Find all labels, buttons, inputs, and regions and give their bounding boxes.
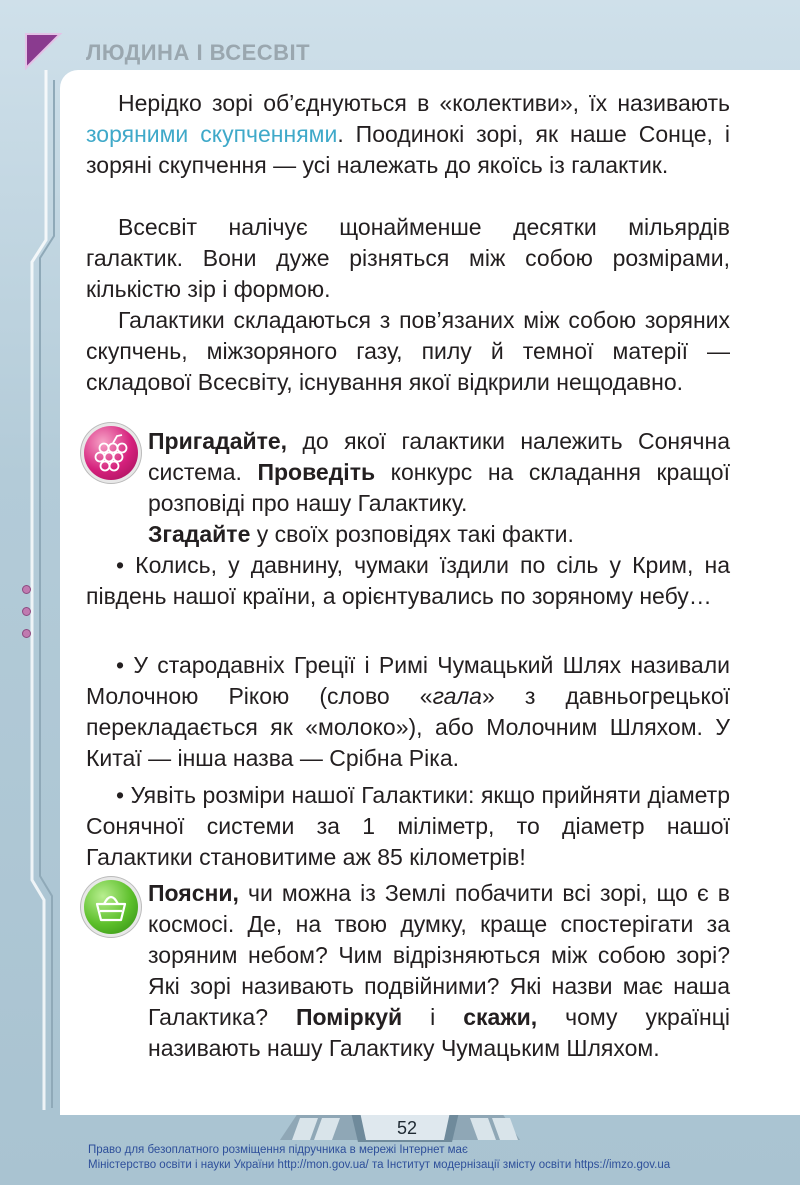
task-explain-block	[148, 878, 730, 1064]
footer-line-2: Міністерство освіти і науки України http://mon.gov.ua/ та Інститут модернізації змісту освіти https://imzo.gov.ua	[88, 1159, 671, 1171]
task2-text1: чи можна із Землі побачити всі зорі, що є в космосі. Де, на твою думку, краще спостерігати за зоряним небом? Чим відрізняються між собою зорі? Які зорі називають подвійними? Які назви має наша Галактика?	[148, 880, 730, 1030]
task2-text3: чому українці називають нашу Галактику Чумацьким Шляхом.	[148, 1004, 730, 1061]
side-dots-decoration	[22, 585, 31, 651]
fact2-text-after: » з давньогрецької перекладається як «молоко»), або Молочним Шляхом. У Китаї — інша назва — Срібна Ріка.	[86, 683, 730, 771]
fact2-italic-word: гала	[432, 683, 482, 709]
task1-text2: конкурс на складання кращої розповіді про нашу Галактику.	[148, 459, 730, 516]
fact-galaxy-size: • Уявіть розміри нашої Галактики: якщо прийняти діаметр Сонячної системи за 1 міліметр, то діаметр нашої Галактики становитиме аж 85 кілометрів!	[86, 782, 730, 870]
fact-chumaks: • Колись, у давнину, чумаки їздили по сіль у Крим, на південь нашої країни, а орієнтувались по зоряному небу…	[86, 552, 730, 609]
paragraph-star-clusters	[86, 88, 730, 181]
task2-text2: і	[402, 1004, 464, 1030]
task2-bold-think: Поміркуй	[296, 1004, 403, 1030]
p1-text-before: Нерідко зорі об’єднуються в «колективи», їх називають	[118, 90, 730, 116]
task1-bold-recall: Згадайте	[148, 521, 251, 547]
task1-bold-remember: Пригадайте,	[148, 428, 288, 454]
task2-bold-say: скажи,	[463, 1004, 538, 1030]
page-number: 52	[396, 1118, 418, 1138]
task1-text3: у своїх розповідях такі факти.	[250, 521, 574, 547]
fact-milky-river	[86, 650, 730, 774]
p1-text-after: . Поодинокі зорі, як наше Сонце, і зоряні скупчення — усі належать до якоїсь із галактик.	[86, 121, 730, 178]
task1-text1: до якої галактики належить Сонячна система.	[148, 428, 730, 485]
footer-line-1: Право для безоплатного розміщення підручника в мережі Інтернет має	[88, 1144, 468, 1156]
task-remember-block	[148, 426, 730, 550]
term-star-clusters: зоряними скупченнями	[86, 121, 338, 147]
section-title: ЛЮДИНА І ВСЕСВІТ	[86, 40, 311, 65]
grapes-cluster-icon	[84, 426, 138, 480]
paragraph-galaxy-composition: Галактики складаються з пов’язаних між собою зоряних скупчень, міжзоряного газу, пилу й темної матерії — складової Всесвіту, існування якої відкрили нещодавно.	[86, 307, 730, 395]
fact2-text-before: • У стародавніх Греції і Римі Чумацький Шлях називали Молочною Рікою (слово «	[86, 652, 730, 709]
footer-copyright	[88, 1143, 768, 1173]
task1-bold-conduct: Проведіть	[257, 459, 376, 485]
task2-bold-explain: Поясни,	[148, 880, 239, 906]
basket-icon	[84, 880, 138, 934]
paragraph-galaxies-count: Всесвіт налічує щонайменше десятки мільярдів галактик. Вони дуже різняться між собою розмірами, кількістю зір і формою.	[86, 214, 730, 302]
